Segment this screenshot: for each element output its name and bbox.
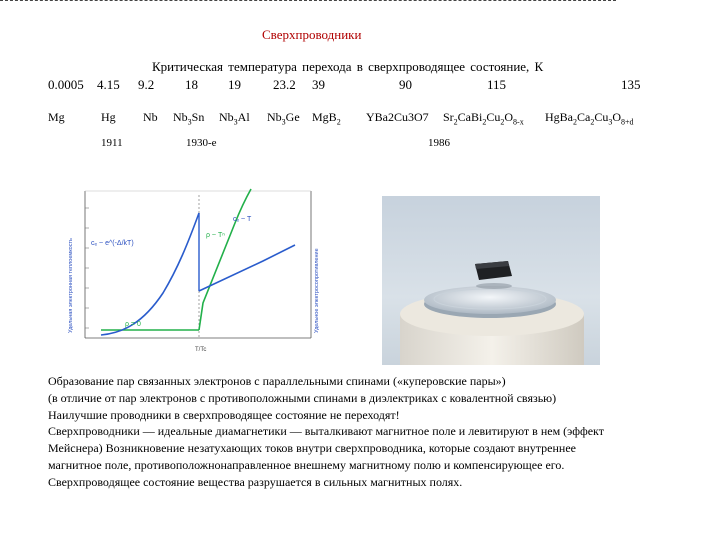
year-label: 1930-е bbox=[186, 137, 217, 149]
x-axis-label: T/Tc bbox=[195, 347, 207, 353]
material-bscco: $Sr_2CaBi_2Cu_2O_{8-x}$ bbox=[443, 110, 524, 127]
formula-exp-label: cₑ ~ e^(-Δ/kT) bbox=[91, 240, 134, 247]
rho-zero-label: ρ = 0 bbox=[125, 321, 141, 328]
temp-value: 18 bbox=[185, 77, 198, 92]
material-hbcco: $HgBa_2Ca_2Cu_3O_{8+d}$ bbox=[545, 110, 634, 127]
paragraph-line: Наилучшие проводники в сверхпроводящее состояние не переходят! bbox=[48, 407, 400, 422]
temp-value: 4.15 bbox=[97, 77, 120, 92]
divider-line bbox=[0, 0, 616, 1]
temp-value: 115 bbox=[487, 77, 507, 92]
material-mgb2: MgB$_2$ bbox=[312, 110, 341, 127]
levitation-photo bbox=[382, 196, 600, 365]
material-ybco: YBa2Cu3O7 bbox=[366, 110, 429, 124]
paragraph-line: Образование пар связанных электронов с параллельными спинами («куперовские пары») bbox=[48, 374, 506, 388]
material-mg: Mg bbox=[48, 110, 65, 124]
material-nb3ge: $Nb_3Ge$ bbox=[267, 110, 300, 127]
page-title: Сверхпроводники bbox=[262, 27, 362, 42]
explanation-text bbox=[48, 373, 708, 491]
paragraph-line: магнитное поле, противоположнонаправленное внешнему магнитному полю и компенсирующее его. bbox=[48, 457, 565, 472]
temp-value: 9.2 bbox=[138, 77, 155, 92]
material-nb3sn: $Nb_3Sn$ bbox=[173, 110, 205, 127]
temp-value: 39 bbox=[312, 77, 325, 92]
year-label: 1986 bbox=[428, 137, 450, 149]
material-hg: Hg bbox=[101, 110, 116, 124]
superconductivity-graph bbox=[63, 183, 344, 355]
temperature-header: Критическая температура перехода в сверхпроводящее состояние, К bbox=[152, 59, 544, 74]
material-nb: Nb bbox=[143, 110, 158, 124]
paragraph-line: Сверхпроводящее состояние вещества разрушается в сильных магнитных полях. bbox=[48, 474, 463, 489]
paragraph-line: Сверхпроводники — идеальные диамагнетики — выталкивают магнитное поле и левитируют в нем (эффект bbox=[48, 424, 604, 439]
temp-value: 90 bbox=[399, 77, 412, 92]
temp-value: 23.2 bbox=[273, 77, 296, 92]
formula-linear-label: cₑ ~ T bbox=[233, 216, 252, 223]
y-right-label: Удельное электросопротивление bbox=[314, 248, 320, 333]
temp-value: 0.0005 bbox=[48, 77, 84, 92]
year-label: 1911 bbox=[101, 137, 123, 149]
material-nb3al: $Nb_3Al$ bbox=[219, 110, 250, 127]
temp-value: 19 bbox=[228, 77, 241, 92]
paragraph-line: Мейснера) Возникновение незатухающих токов внутри сверхпроводника, которые создают внутреннее bbox=[48, 441, 576, 456]
paragraph-line: (в отличие от пар электронов с противоположными спинами в диэлектриках с ковалентной связью) bbox=[48, 390, 557, 405]
rho-power-label: ρ ~ Tⁿ bbox=[206, 232, 225, 239]
temp-value: 135 bbox=[621, 77, 641, 92]
y-left-label: Удельная электронная теплоемкость bbox=[68, 238, 74, 333]
